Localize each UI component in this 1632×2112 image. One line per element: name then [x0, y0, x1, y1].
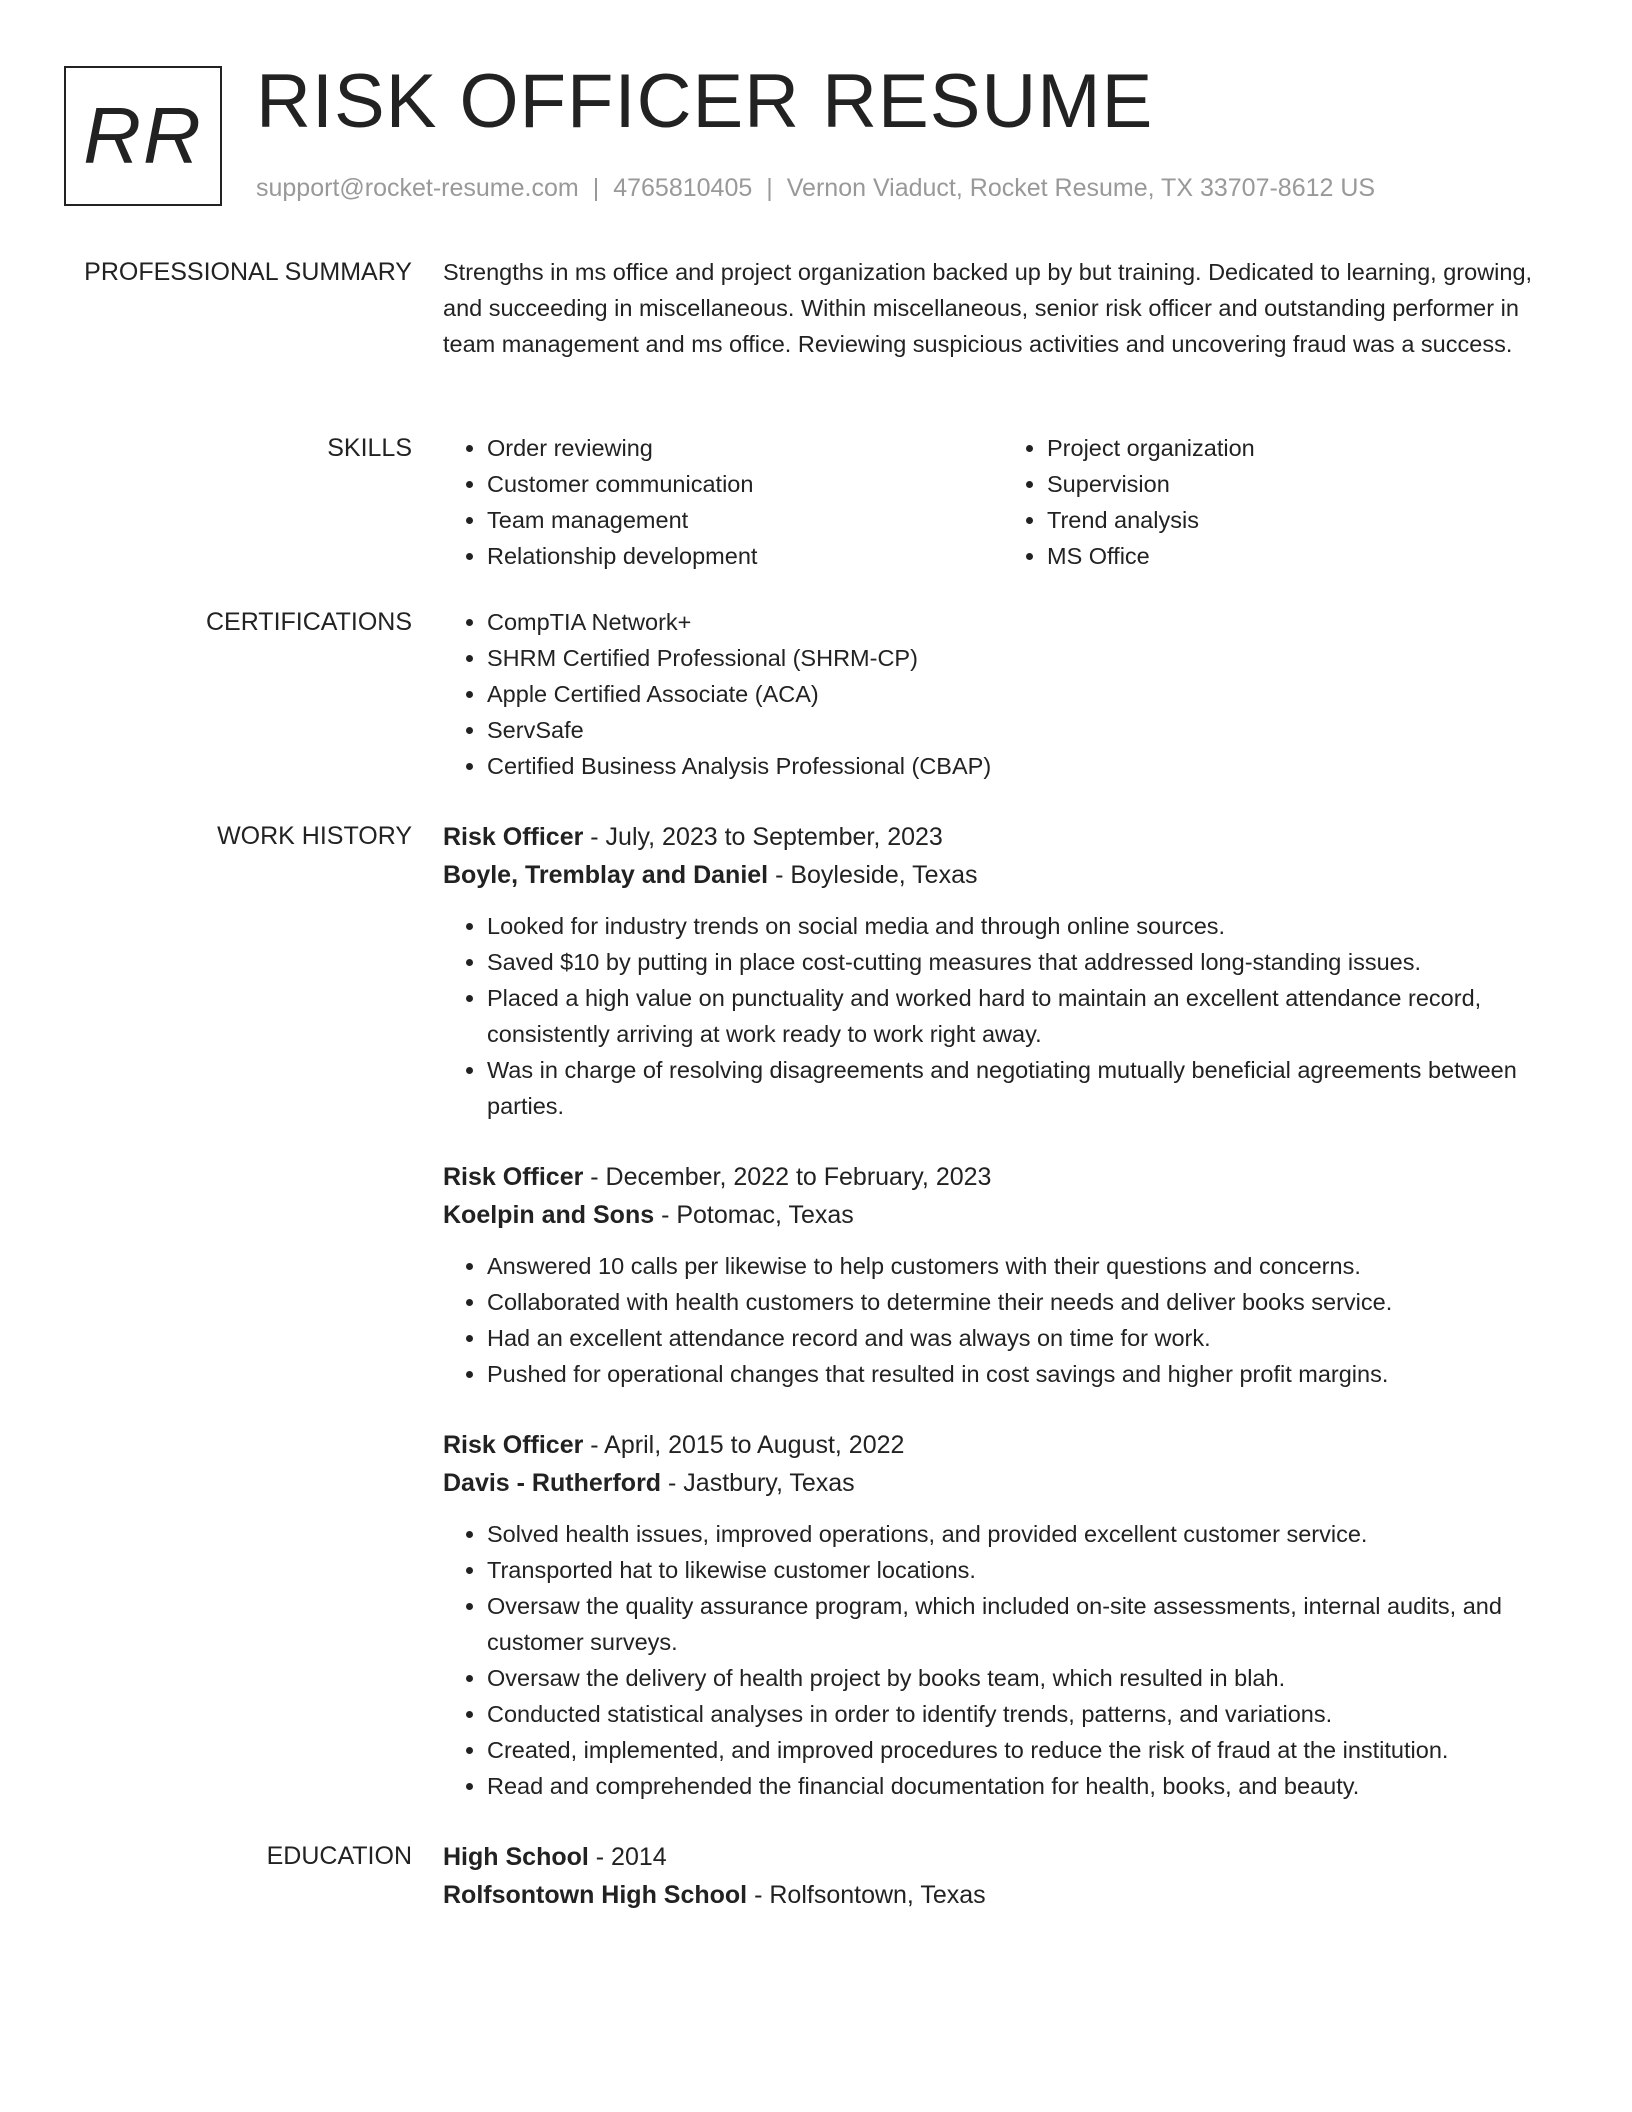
job-company: Boyle, Tremblay and Daniel: [443, 861, 769, 889]
list-item: • Collaborated with health customers to determine their needs and deliver books service.: [487, 1284, 1563, 1320]
list-item: • Solved health issues, improved operations, and provided excellent customer service.: [487, 1516, 1563, 1552]
list-item: • Answered 10 calls per likewise to help customers with their questions and concerns.: [487, 1248, 1563, 1284]
skills-column-1: [443, 430, 1003, 574]
job-company-line: [443, 1196, 1563, 1234]
job-company-line: [443, 1464, 1563, 1502]
list-item: • Apple Certified Associate (ACA): [487, 676, 1563, 712]
job-entry: [443, 818, 1563, 1124]
job-title-line: [443, 818, 1563, 856]
list-item: • Placed a high value on punctuality and worked hard to maintain an excellent attendance record, consistently arriving at work ready to work right away.: [487, 980, 1563, 1052]
list-item: • Trend analysis: [1047, 502, 1563, 538]
list-item: • MS Office: [1047, 538, 1563, 574]
job-location: - Jastbury, Texas: [661, 1469, 855, 1497]
list-item: • Looked for industry trends on social media and through online sources.: [487, 908, 1563, 944]
job-dates: - December, 2022 to February, 2023: [583, 1163, 992, 1191]
job-dates: - April, 2015 to August, 2022: [583, 1431, 905, 1459]
list-item: • Was in charge of resolving disagreements and negotiating mutually beneficial agreements between parties.: [487, 1052, 1563, 1124]
job-entry: [443, 1426, 1563, 1804]
section-label-education: EDUCATION: [266, 1842, 412, 1870]
list-item: • SHRM Certified Professional (SHRM-CP): [487, 640, 1563, 676]
education-body: [443, 1838, 1563, 1914]
job-company: Davis - Rutherford: [443, 1469, 662, 1497]
job-title-line: [443, 1426, 1563, 1464]
list-item: • Conducted statistical analyses in order to identify trends, patterns, and variations.: [487, 1696, 1563, 1732]
job-title: Risk Officer: [443, 1163, 584, 1191]
education-school-line: [443, 1876, 1563, 1914]
job-dates: - July, 2023 to September, 2023: [583, 823, 943, 851]
resume-title: RISK OFFICER RESUME: [256, 59, 1154, 144]
job-title: Risk Officer: [443, 1431, 584, 1459]
list-item: • Saved $10 by putting in place cost-cutting measures that addressed long-standing issues.: [487, 944, 1563, 980]
list-item: • Relationship development: [487, 538, 1003, 574]
list-item: • Pushed for operational changes that resulted in cost savings and higher profit margins.: [487, 1356, 1563, 1392]
section-label-skills: SKILLS: [327, 434, 412, 462]
job-title: Risk Officer: [443, 823, 584, 851]
certifications-list: [443, 604, 1563, 784]
contact-line: [256, 174, 1375, 203]
list-item: • Read and comprehended the financial documentation for health, books, and beauty.: [487, 1768, 1563, 1804]
list-item: • Team management: [487, 502, 1003, 538]
list-item: • Oversaw the quality assurance program, which included on-site assessments, internal audits, and customer surveys.: [487, 1588, 1563, 1660]
summary-body: [443, 254, 1563, 362]
list-item: • Order reviewing: [487, 430, 1003, 466]
list-item: • Had an excellent attendance record and was always on time for work.: [487, 1320, 1563, 1356]
monogram: RR: [64, 66, 222, 206]
skills-column-2: [1003, 430, 1563, 574]
job-title-line: [443, 1158, 1563, 1196]
list-item: • Supervision: [1047, 466, 1563, 502]
job-company-line: [443, 856, 1563, 894]
summary-text: Strengths in ms office and project organization backed up by but training. Dedicated to learning, growing, and succeeding in miscellaneous. Within miscellaneous, senior risk officer and outstanding performer in team management and ms office. Reviewing suspicious activities and uncovering fraud was a success.: [443, 259, 1533, 357]
list-item: • Customer communication: [487, 466, 1003, 502]
education-year: - 2014: [588, 1843, 667, 1871]
list-item: • Transported hat to likewise customer locations.: [487, 1552, 1563, 1588]
job-bullets: [443, 1516, 1563, 1804]
contact-address: Vernon Viaduct, Rocket Resume, TX 33707-8612 US: [786, 174, 1376, 202]
list-item: • Project organization: [1047, 430, 1563, 466]
work-history-body: [443, 818, 1563, 1838]
list-item: • Oversaw the delivery of health project by books team, which resulted in blah.: [487, 1660, 1563, 1696]
job-location: - Potomac, Texas: [654, 1201, 854, 1229]
job-bullets: [443, 1248, 1563, 1392]
education-location: - Rolfsontown, Texas: [747, 1881, 986, 1909]
education-degree-line: [443, 1838, 1563, 1876]
section-label-certifications: CERTIFICATIONS: [205, 608, 412, 636]
job-entry: [443, 1158, 1563, 1392]
certifications-body: [443, 604, 1563, 784]
list-item: • Certified Business Analysis Professional (CBAP): [487, 748, 1563, 784]
education-degree: High School: [443, 1843, 589, 1871]
contact-separator: |: [766, 174, 773, 202]
job-location: - Boyleside, Texas: [768, 861, 978, 889]
list-item: • CompTIA Network+: [487, 604, 1563, 640]
list-item: • ServSafe: [487, 712, 1563, 748]
contact-email: support@rocket-resume.com: [256, 174, 579, 202]
list-item: • Created, implemented, and improved procedures to reduce the risk of fraud at the institution.: [487, 1732, 1563, 1768]
contact-phone: 4765810405: [613, 174, 753, 202]
job-company: Koelpin and Sons: [443, 1201, 655, 1229]
education-school: Rolfsontown High School: [443, 1881, 748, 1909]
section-label-work-history: WORK HISTORY: [217, 822, 412, 850]
section-label-summary: PROFESSIONAL SUMMARY: [84, 258, 412, 286]
skills-body: [443, 430, 1563, 574]
job-bullets: [443, 908, 1563, 1124]
contact-separator: |: [592, 174, 600, 202]
